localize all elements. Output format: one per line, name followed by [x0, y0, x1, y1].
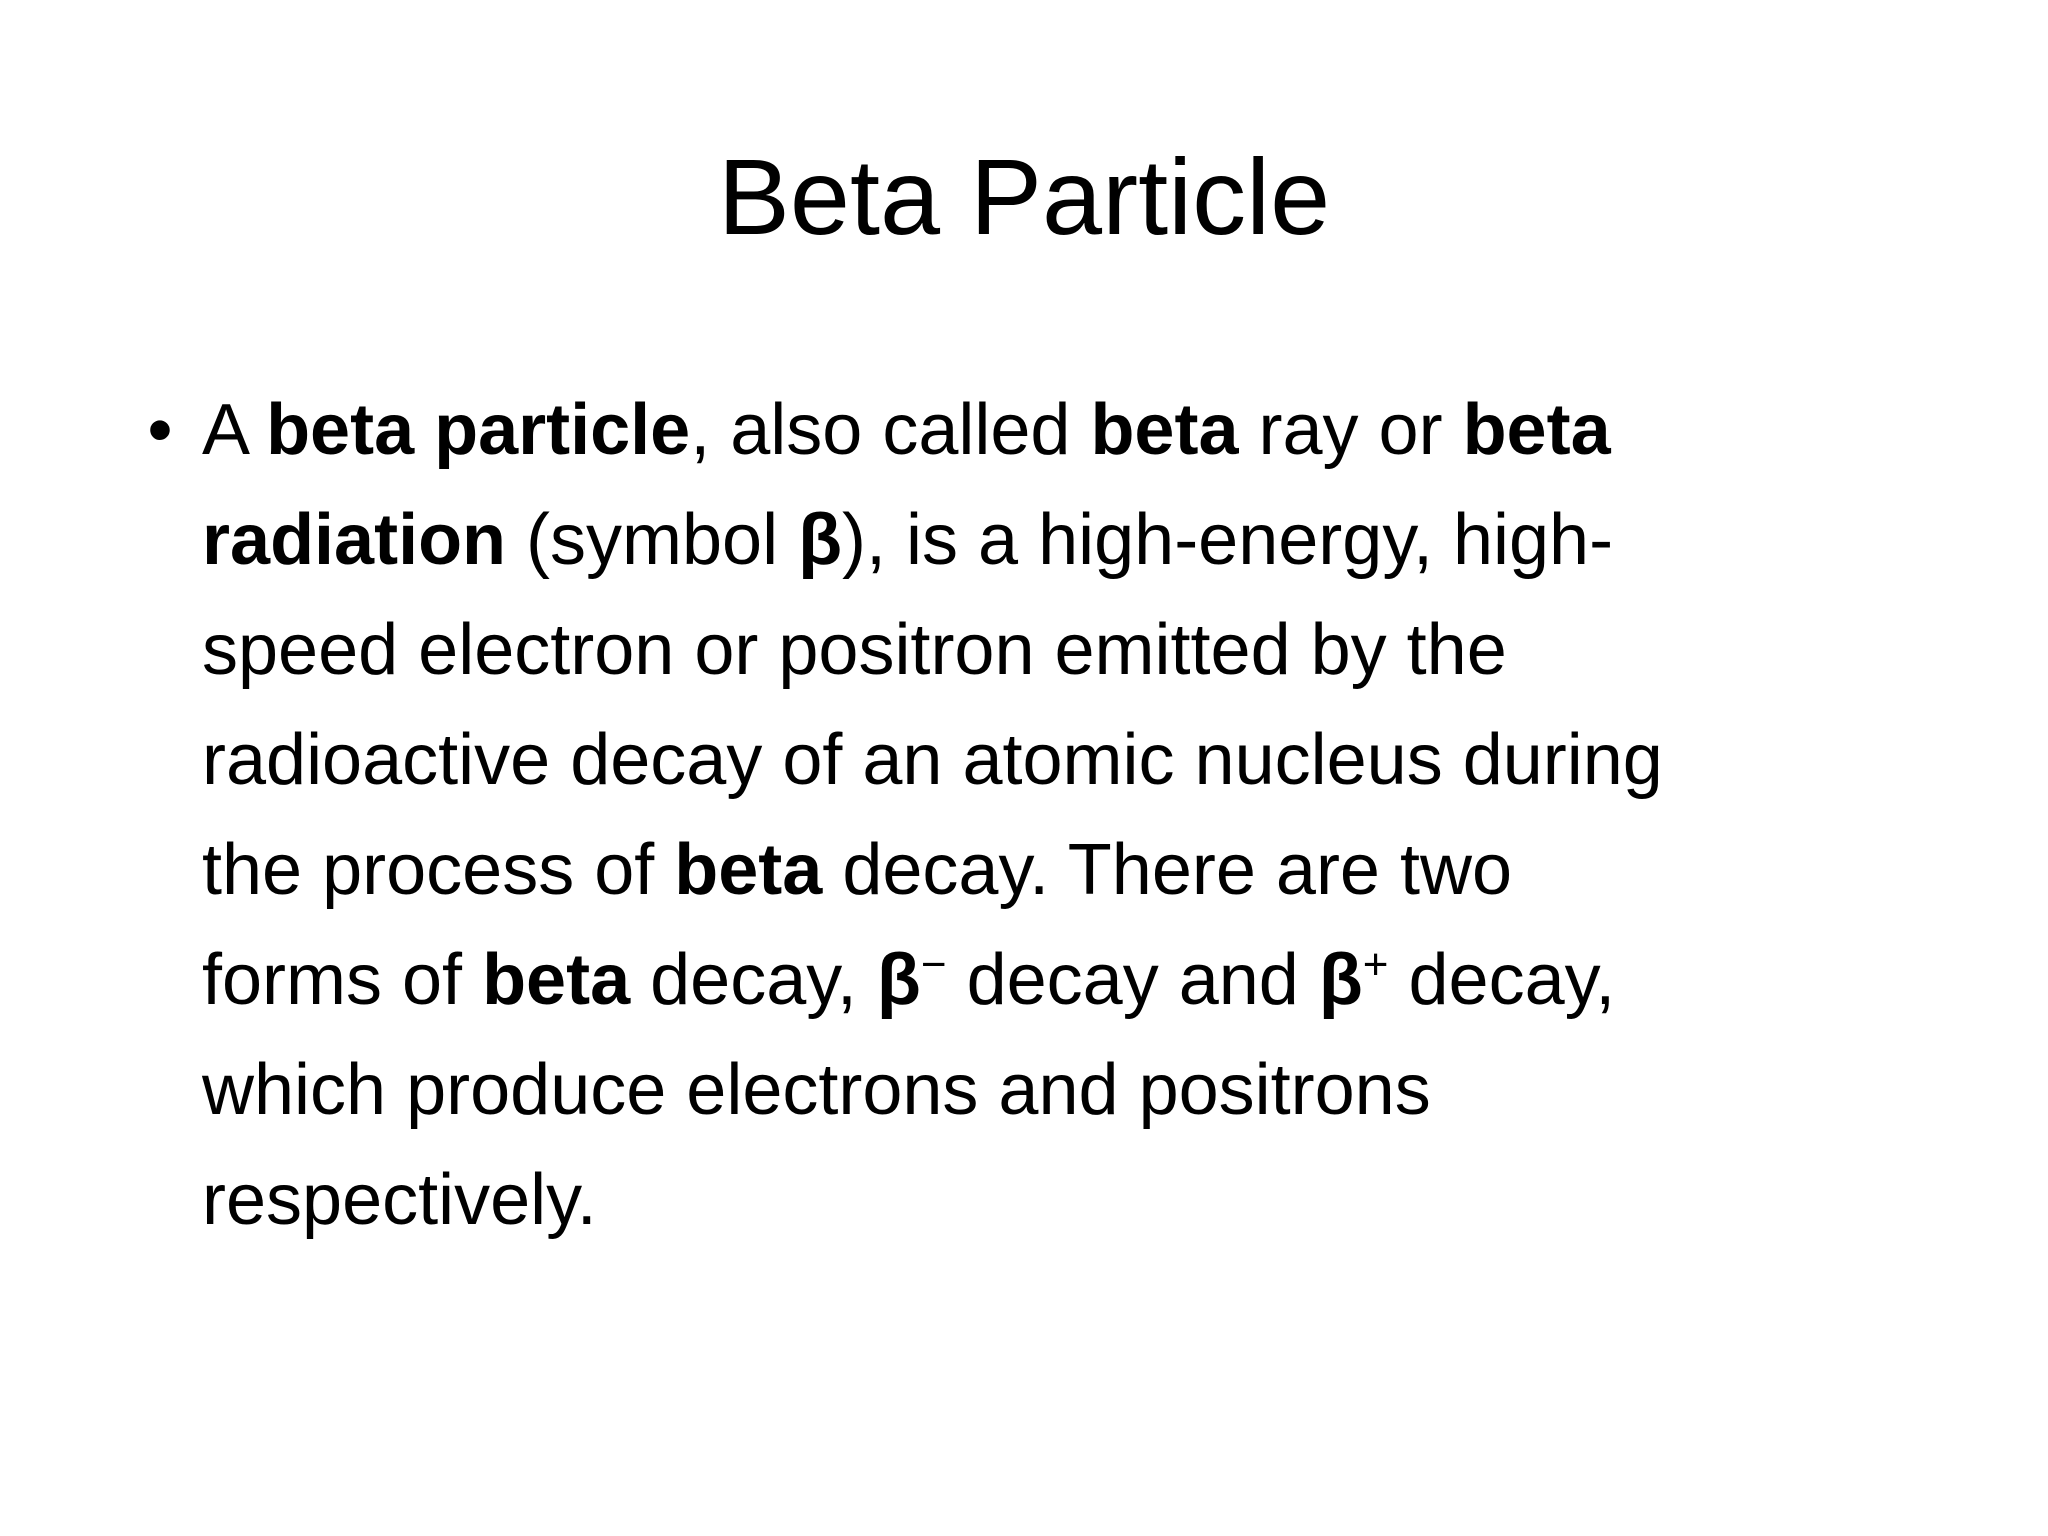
- superscript-run: +: [1362, 940, 1389, 989]
- text-line: [202, 705, 1942, 815]
- slide-title: Beta Particle: [717, 136, 1331, 257]
- bold-text-run: β: [798, 500, 843, 580]
- bold-text-run: radiation: [202, 500, 507, 580]
- text-run: speed electron or positron emitted by the: [202, 610, 1507, 690]
- text-line: [202, 485, 1942, 595]
- text-run: which produce electrons and positrons: [202, 1050, 1431, 1130]
- text-run: decay,: [630, 940, 877, 1020]
- bold-text-run: beta: [482, 940, 631, 1020]
- text-run: respectively.: [202, 1160, 597, 1240]
- text-run: A: [202, 390, 267, 470]
- text-line: [202, 595, 1942, 705]
- text-run: decay,: [1388, 940, 1616, 1020]
- bold-text-run: beta: [1462, 390, 1611, 470]
- text-run: (symbol: [506, 500, 799, 580]
- text-run: ray or: [1238, 390, 1463, 470]
- bullet-marker: •: [147, 390, 173, 470]
- text-line: [202, 925, 1942, 1035]
- text-run: decay. There are two: [822, 830, 1513, 910]
- text-run: ), is a high-energy, high-: [842, 500, 1614, 580]
- bold-text-run: beta: [1090, 390, 1239, 470]
- text-run: , also called: [690, 390, 1091, 470]
- bold-text-run: β: [876, 940, 921, 1020]
- text-run: radioactive decay of an atomic nucleus during: [202, 720, 1663, 800]
- bold-text-run: β: [1318, 940, 1363, 1020]
- text-line: [202, 1035, 1942, 1145]
- text-line: [202, 1145, 1942, 1255]
- slide-body: [120, 375, 1940, 1395]
- text-line: [202, 375, 1942, 485]
- bold-text-run: beta: [674, 830, 823, 910]
- text-run: forms of: [202, 940, 483, 1020]
- bold-text-run: beta particle: [266, 390, 691, 470]
- bullet-paragraph: [202, 375, 1942, 1255]
- text-line: [202, 815, 1942, 925]
- text-run: the process of: [202, 830, 675, 910]
- superscript-run: −: [920, 940, 947, 989]
- text-run: decay and: [946, 940, 1319, 1020]
